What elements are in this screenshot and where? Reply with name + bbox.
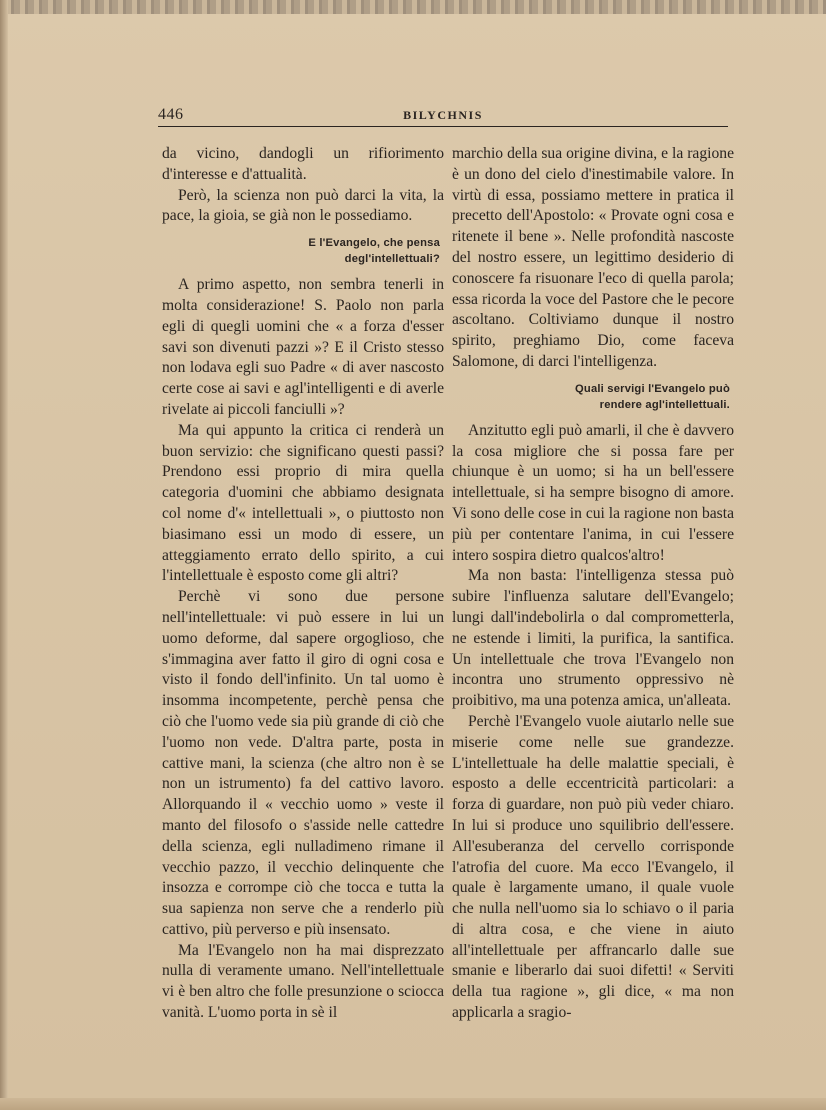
paragraph: Perchè l'Evangelo vuole aiutarlo nelle sue miserie come nelle sue grandezze. L'intellettuale ha delle malattie speciali, è esposto a delle eccentricità particolari: a forza di guardare, non può più veder chiaro. In lui si produce uno squilibrio dell'essere. All'esuberanza del cervello corrisponde l'atrofia del cuore. Ma ecco l'Evangelo, il quale è largamente umano, il quale vuole che nulla nell'uomo sia lo schiavo o il paria di altra cosa, e che viene in aiuto all'intellettuale per affrancarlo dalle sue smanie e liberarlo dai suoi difetti! « Serviti della tua ragione », gli dice, « ma non applicarla a sragio- bbox=[452, 712, 734, 1022]
page-header bbox=[158, 106, 728, 126]
left-column bbox=[162, 144, 444, 1024]
paragraph: Perchè vi sono due persone nell'intellettuale: vi può essere in lui un uomo deforme, dal sapere orgoglioso, che s'immagina aver fatto il giro di ogni cosa e visto il fondo dell'infinito. Un tal uomo è insomma incompetente, perchè pensa che ciò che l'uomo vede sia più grande di ciò che l'uomo non vede. D'altra parte, posta in cattive mani, la scienza (che altro non è se non un istrumento) fa del cattivo lavoro. Allorquando il « vecchio uomo » veste il manto del filosofo o s'asside nelle cattedre della scienza, egli nulladimeno rimane il vecchio pazzo, il vecchio delinquente che insozza e corrompe ciò che tocca e tutta la sua sapienza non serve che a renderlo più cattivo, più perverso e più insensato. bbox=[162, 588, 444, 938]
paragraph: Anzitutto egli può amarli, il che è davvero la cosa migliore che si possa fare per chiunque è un uomo; si ha un bell'essere intellettuale, si ha sempre bisogno di amore. Vi sono delle cose in cui la ragione non basta più per contentare l'anima, in cui l'essere intero sospira dietro qualcos'altro! bbox=[452, 421, 734, 564]
subheading-line: degl'intellettuali? bbox=[344, 253, 440, 266]
page-bottom-edge bbox=[0, 1098, 826, 1110]
paragraph: Però, la scienza non può darci la vita, la pace, la gioia, se già non le possediamo. bbox=[162, 186, 444, 225]
page-number: 446 bbox=[158, 106, 184, 123]
paragraph: Ma qui appunto la critica ci renderà un buon servizio: che significano questi passi? Prendono essi proprio di mira quella categoria d'uomini che abbiamo designata col nome d'« intellettuali », o piuttosto non biasimano essi un modo di essere, un atteggiamento errato dello spirito, a cui l'intellettuale è esposto come gli altri? bbox=[162, 421, 444, 585]
paragraph: Ma l'Evangelo non ha mai disprezzato nulla di veramente umano. Nell'intellettuale vi è ben altro che folle presunzione o sciocca vanità. L'uomo porta in sè il bbox=[162, 941, 444, 1022]
page-binding-edge bbox=[0, 0, 8, 1110]
section-subheading bbox=[162, 235, 440, 267]
subheading-line: rendere agl'intellettuali. bbox=[599, 398, 730, 411]
section-subheading bbox=[452, 381, 730, 413]
paragraph: da vicino, dandogli un rifiorimento d'interesse e d'attualità. bbox=[162, 145, 444, 183]
running-title: BILYCHNIS bbox=[403, 108, 483, 122]
page-top-edge bbox=[0, 0, 826, 14]
header-rule bbox=[158, 126, 728, 127]
paragraph: marchio della sua origine divina, e la ragione è un dono del cielo d'inestimabile valore. In virtù di essa, possiamo mettere in pratica il precetto dell'Apostolo: « Provate ogni cosa e ritenete il bene ». Nelle profondità nascoste del nostro essere, un legittimo desiderio di conoscere fa risuonare l'eco di quella parola; essa ricorda la voce del Pastore che le pecore ascoltano. Coltiviamo dunque il nostro spirito, preghiamo Dio, come faceva Salomone, di darci l'intelligenza. bbox=[452, 145, 734, 370]
right-column bbox=[452, 144, 734, 1024]
paragraph: A primo aspetto, non sembra tenerli in molta considerazione! S. Paolo non parla egli di quegli uomini che « a forza d'esser savi son divenuti pazzi »? E il Cristo stesso non lodava egli suo Padre « di aver nascosto certe cose ai savi e agl'intelligenti e di averle rivelate ai piccoli fanciulli »? bbox=[162, 276, 444, 418]
subheading-line: E l'Evangelo, che pensa bbox=[308, 237, 440, 250]
paragraph: Ma non basta: l'intelligenza stessa può subire l'influenza salutare dell'Evangelo; lungi dall'indebolirla o dal comprometterla, ne estende i limiti, la purifica, la santifica. Un intellettuale che trova l'Evangelo non incontra uno strumento oppressivo nè proibitivo, ma una potenza amica, un'alleata. bbox=[452, 567, 734, 710]
subheading-line: Quali servigi l'Evangelo può bbox=[575, 382, 730, 395]
